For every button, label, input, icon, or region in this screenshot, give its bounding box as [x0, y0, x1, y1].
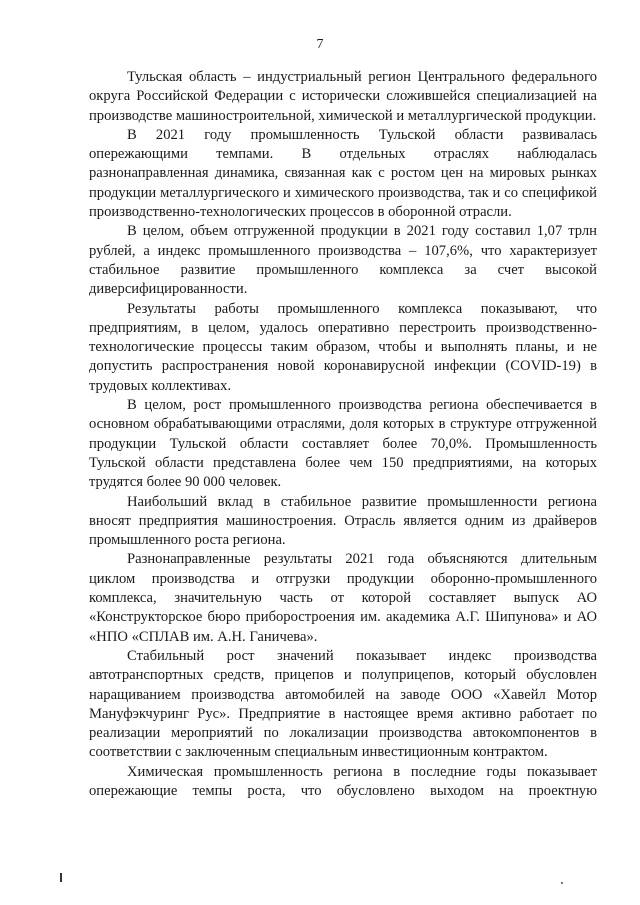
paragraph-1: Тульская область – индустриальный регион Центрального федерального округа Российской Федерации с исторически сложившейся специализацией на производстве машиностроительной, химической и металлургической продукции.	[89, 69, 597, 124]
scan-dot	[561, 882, 563, 884]
document-body	[89, 68, 597, 801]
scan-mark	[60, 873, 62, 882]
paragraph-6: Наибольший вклад в стабильное развитие промышленности региона вносят предприятия машиностроения. Отрасль является одним из драйверов промышленного роста региона.	[89, 493, 597, 549]
paragraph-4: Результаты работы промышленного комплекса показывают, что предприятиям, в целом, удалось оперативно перестроить производственно-технологические процессы таким образом, чтобы и выполнять планы, и не допустить распространения новой коронавирусной инфекции (COVID-19) в трудовых коллективах.	[89, 300, 597, 394]
page-number: 7	[316, 37, 324, 52]
paragraph-9: Химическая промышленность региона в последние годы показывает опережающие темпы роста, что обусловлено выходом на проектную	[89, 763, 597, 799]
paragraph-5: В целом, рост промышленного производства региона обеспечивается в основном обрабатывающими отраслями, доля которых в структуре отгруженной продукции Тульской области составляет более 70,0%. Промышленность Тульской области представлена более чем 150 предприятиями, на которых трудятся более 90 000 человек.	[89, 397, 597, 491]
paragraph-7: Разнонаправленные результаты 2021 года объясняются длительным циклом производства и отгрузки продукции оборонно-промышленного комплекса, значительную часть от которой составляет выпуск АО «Конструкторское бюро приборостроения им. академика А.Г. Шипунова» и АО «НПО «СПЛАВ им. А.Н. Ганичева».	[89, 551, 597, 645]
paragraph-2: В 2021 году промышленность Тульской области развивалась опережающими темпами. В отдельных отраслях наблюдалась разнонаправленная динамика, связанная как с ростом цен на мировых рынках продукции металлургического и химического производства, так и со спецификой производственно-технологических процессов в оборонной отрасли.	[89, 126, 597, 221]
paragraph-3: В целом, объем отгруженной продукции в 2021 году составил 1,07 трлн рублей, а индекс промышленного производства – 107,6%, что характеризует стабильное развитие промышленного комплекса за счет высокой диверсифицированности.	[89, 223, 597, 298]
paragraph-8: Стабильный рост значений показывает индекс производства автотранспортных средств, прицепов и полуприцепов, который обусловлен наращиванием производства автомобилей на заводе ООО «Хавейл Мотор Мануфэкчуринг Рус». Предприятие в настоящее время активно работает по реализации мероприятий по локализации производства автокомпонентов в соответствии с заключенным специальным инвестиционным контрактом.	[89, 647, 597, 761]
